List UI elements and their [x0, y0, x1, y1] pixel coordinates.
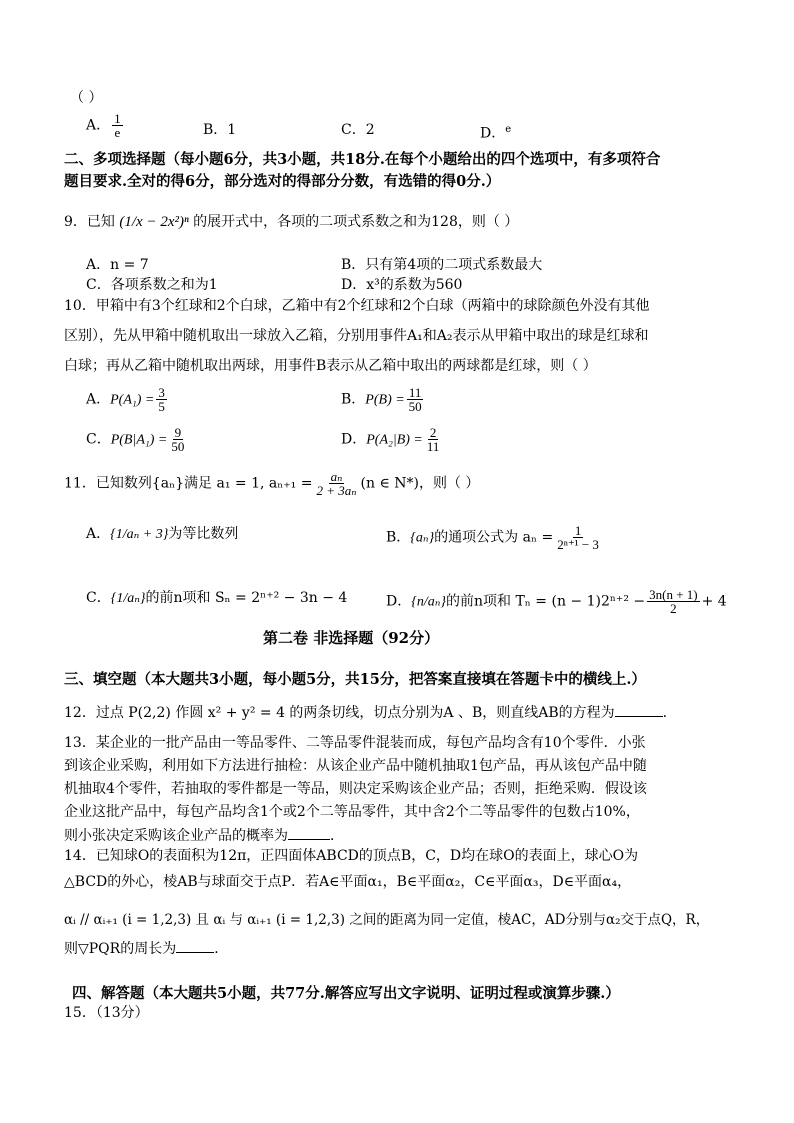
q10-option-a — [86, 386, 169, 413]
q14-end: ． — [214, 941, 229, 957]
fraction-numerator: 1 — [574, 523, 582, 538]
q9-option-c: C．各项系数之和为1 — [86, 277, 218, 293]
option-expression: {n/aₙ} — [411, 594, 446, 610]
option-text: 的前n项和 Tₙ = (n − 1)2ⁿ⁺² − — [446, 593, 646, 610]
fraction-numerator: 11 — [408, 385, 422, 400]
q9-expression: (1/x − 2x²)ⁿ — [119, 214, 189, 230]
option-label: D． — [386, 593, 412, 610]
fraction-denominator: 2 — [670, 601, 677, 616]
answer-blank[interactable] — [615, 702, 663, 717]
option-expression: P(A₁) = — [110, 392, 155, 408]
q9-option-b: B．只有第4项的二项式系数最大 — [341, 257, 543, 273]
section3-heading: 三、填空题（本大题共3小题，每小题5分，共15分，把答案直接填在答题卡中的横线上.） — [64, 671, 646, 688]
q11-stem — [64, 470, 479, 497]
section2-heading-line1: 二、多项选择题（每小题6分，共3小题，共18分.在每个小题给出的四个选项中，有多项符合 — [64, 151, 661, 168]
q13-line2: 到该企业采购，利用如下方法进行抽检：从该企业产品中随机抽取1包产品，再从该包产品中随 — [64, 758, 647, 774]
fraction-numerator: aₙ — [330, 469, 343, 484]
fraction-denominator: e — [114, 125, 121, 140]
q9-prefix: 9．已知 — [64, 214, 115, 230]
q8-option-d — [480, 120, 511, 144]
option-label: A． — [86, 526, 111, 542]
fraction-numerator: 2 — [429, 425, 437, 440]
fraction-denominator: 11 — [426, 439, 440, 454]
q13-line3: 机抽取4个零件，若抽取的零件都是一等品，则决定采购该企业产品；否则，拒绝采购．假设该 — [64, 781, 647, 797]
section4-heading: 四、解答题（本大题共5小题，共77分.解答应写出文字说明、证明过程或演算步骤.） — [72, 985, 620, 1002]
q10-line3: 白球；再从乙箱中随机取出两球，用事件B表示从乙箱中取出的两球都是红球，则（ ） — [64, 358, 597, 374]
option-text: 的通项公式为 aₙ = — [434, 529, 554, 546]
q11-prefix: 11．已知数列{aₙ}满足 a₁ = 1, aₙ₊₁ = — [64, 475, 313, 492]
fraction — [407, 386, 424, 413]
option-value: e — [505, 124, 512, 135]
q11-option-d — [386, 588, 727, 615]
q12-end: . — [662, 705, 668, 721]
q15-label: 15．（13分） — [64, 1005, 149, 1021]
fraction — [314, 470, 358, 497]
q9-suffix: 的展开式中，各项的二项式系数之和为128，则（ ） — [193, 214, 519, 230]
q12-text: 12．过点 P(2,2) 作圆 x² + y² = 4 的两条切线，切点分别为A 、B，则直线AB的方程为 — [64, 705, 615, 721]
option-expression: P(B) = — [365, 392, 405, 408]
q13-line5 — [64, 825, 344, 846]
option-label: B． — [341, 391, 366, 408]
q8-option-a — [86, 112, 125, 139]
option-label: D． — [480, 125, 506, 142]
q13-end: ． — [330, 828, 344, 844]
fraction — [425, 426, 442, 453]
q8-option-c: C．2 — [341, 122, 375, 138]
option-expression: P(B|A₁) = — [110, 432, 168, 448]
answer-paren: （ ） — [70, 90, 103, 106]
option-label: C． — [86, 590, 111, 606]
q13-text: 则小张决定采购该企业产品的概率为 — [64, 828, 288, 844]
q9-option-a: A．n = 7 — [86, 257, 149, 273]
answer-blank[interactable] — [288, 825, 330, 840]
option-label: C． — [86, 431, 111, 448]
q10-option-d — [341, 426, 443, 453]
q10-line1: 10．甲箱中有3个红球和2个白球，乙箱中有2个红球和2个白球（两箱中的球除颜色外没有其他 — [64, 298, 650, 314]
q11-suffix: (n ∈ N*)，则（ ） — [360, 475, 480, 492]
q10-option-c — [86, 426, 188, 453]
fraction-numerator: 9 — [174, 425, 182, 440]
fraction — [156, 386, 167, 413]
option-expression: {1/aₙ + 3} — [110, 527, 169, 542]
option-expression: {1/aₙ} — [110, 591, 146, 606]
option-expression: P(A₂|B) = — [366, 432, 423, 448]
q14-text: 则▽PQR的周长为 — [64, 941, 177, 957]
part2-title: 第二卷 非选择题（92分） — [263, 629, 440, 647]
section2-heading-line2: 题目要求.全对的得6分，部分选对的得部分分数，有选错的得0分.） — [64, 173, 501, 190]
fraction-numerator: 3n(n + 1) — [649, 587, 698, 602]
option-text: 为等比数列 — [168, 526, 239, 542]
fraction-denominator: 5 — [158, 399, 165, 414]
option-label: B． — [386, 529, 411, 546]
q14-line2: △BCD的外心，棱AB与球面交于点P．若A∈平面α₁，B∈平面α₂，C∈平面α₃，D∈平面α₄， — [64, 874, 632, 890]
option-label: A． — [86, 117, 111, 134]
fraction-numerator: 3 — [158, 385, 165, 400]
fraction-denominator: 2 + 3aₙ — [316, 483, 357, 498]
fraction — [112, 112, 123, 139]
q9-option-d: D．x³的系数为560 — [341, 277, 463, 293]
q11-option-a — [86, 524, 238, 545]
q10-line2: 区别），先从甲箱中随机取出一球放入乙箱，分别用事件A₁和A₂表示从甲箱中取出的球是红球和 — [64, 328, 649, 344]
fraction-denominator: 50 — [408, 399, 422, 414]
fraction-denominator: 2ⁿ⁺¹ − 3 — [557, 537, 599, 552]
fraction-denominator: 50 — [171, 439, 185, 454]
q11-option-c — [86, 588, 347, 609]
q14-line3: αᵢ // αᵢ₊₁ (i = 1,2,3) 且 αᵢ 与 αᵢ₊₁ (i = 1,2,3) 之间的距离为同一定值，棱AC，AD分别与α₂交于点Q，R， — [64, 912, 710, 928]
q12-stem — [64, 702, 667, 723]
fraction — [169, 426, 186, 453]
option-label: A． — [86, 391, 111, 408]
q10-option-b — [341, 386, 426, 413]
q14-line1: 14．已知球O的表面积为12π，正四面体ABCD的顶点B，C，D均在球O的表面上，球心O为 — [64, 848, 639, 864]
option-tail: + 4 — [701, 593, 727, 610]
fraction — [555, 524, 601, 551]
q8-option-b: B．1 — [203, 122, 237, 138]
answer-blank[interactable] — [176, 938, 214, 953]
q13-line4: 企业这批产品中，每包产品均含1个或2个二等品零件，其中含2个二等品零件的包数占10%， — [64, 804, 640, 820]
q11-option-b — [386, 524, 603, 551]
option-expression: {aₙ} — [410, 530, 435, 546]
option-text: 的前n项和 Sₙ = 2ⁿ⁺² − 3n − 4 — [145, 590, 348, 606]
q14-line4 — [64, 938, 228, 959]
option-label: D． — [341, 431, 367, 448]
fraction-numerator: 1 — [114, 111, 121, 126]
q9-stem — [64, 212, 518, 232]
fraction — [647, 588, 700, 615]
q13-line1: 13．某企业的一批产品由一等品零件、二等品零件混装而成，每包产品均含有10个零件．小张 — [64, 735, 646, 751]
